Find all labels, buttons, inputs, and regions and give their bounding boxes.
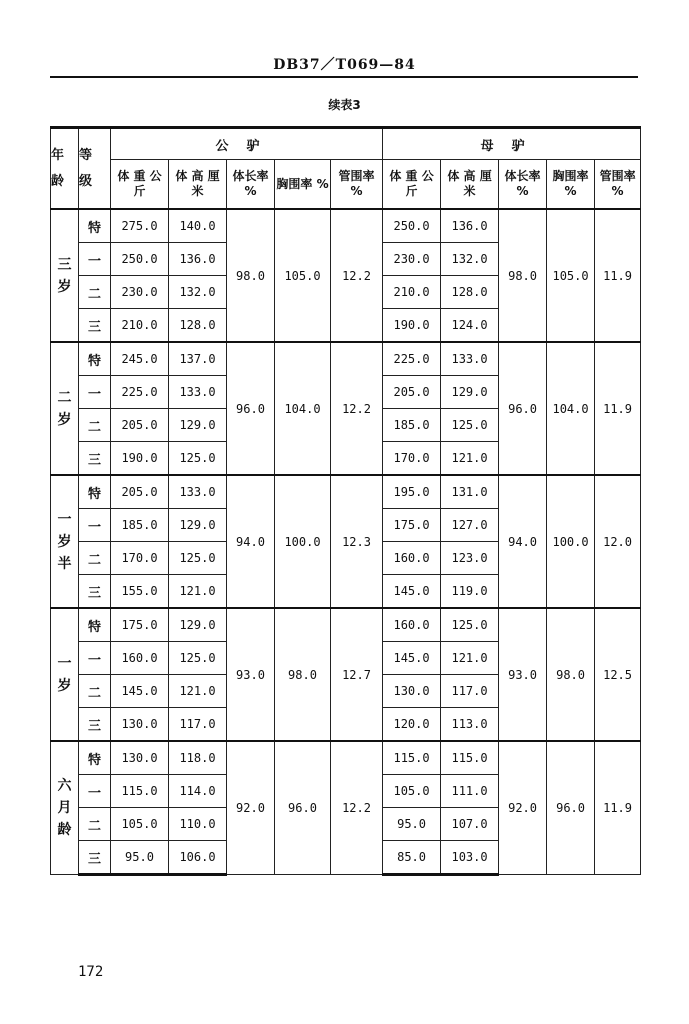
male-weight-cell: 155.0 — [111, 575, 169, 609]
grade-cell: 三 — [79, 841, 111, 875]
male-height-cell: 136.0 — [169, 243, 227, 276]
male-height-cell: 129.0 — [169, 509, 227, 542]
male-cannon-rate-header: 管围率 % — [331, 160, 383, 210]
female-body-length-rate-cell: 96.0 — [499, 342, 547, 475]
male-weight-cell: 160.0 — [111, 642, 169, 675]
male-chest-rate-cell: 100.0 — [275, 475, 331, 608]
male-weight-cell: 230.0 — [111, 276, 169, 309]
age-cell — [51, 209, 79, 342]
male-height-cell: 121.0 — [169, 575, 227, 609]
age-char: 岁 — [57, 411, 72, 428]
header-row-groups — [51, 128, 641, 160]
male-weight-cell: 225.0 — [111, 376, 169, 409]
female-body-length-rate-cell: 98.0 — [499, 209, 547, 342]
female-height-cell: 121.0 — [441, 642, 499, 675]
grade-cell: 三 — [79, 442, 111, 476]
female-cannon-rate-cell: 12.5 — [595, 608, 641, 741]
female-weight-cell: 85.0 — [383, 841, 441, 875]
female-weight-cell: 225.0 — [383, 342, 441, 376]
female-chest-rate-cell: 100.0 — [547, 475, 595, 608]
grade-cell: 一 — [79, 509, 111, 542]
male-height-cell: 106.0 — [169, 841, 227, 875]
female-chest-rate-header: 胸围率 % — [547, 160, 595, 210]
female-height-cell: 107.0 — [441, 808, 499, 841]
female-height-cell: 111.0 — [441, 775, 499, 808]
male-cannon-rate-cell: 12.3 — [331, 475, 383, 608]
female-weight-cell: 250.0 — [383, 209, 441, 243]
header-row-fields — [51, 160, 641, 210]
grade-cell: 二 — [79, 276, 111, 309]
male-cannon-rate-cell: 12.2 — [331, 209, 383, 342]
page-number: 172 — [78, 964, 104, 980]
table-row — [51, 209, 641, 243]
female-height-cell: 125.0 — [441, 608, 499, 642]
female-weight-cell: 145.0 — [383, 642, 441, 675]
male-height-cell: 133.0 — [169, 376, 227, 409]
grade-cell: 三 — [79, 309, 111, 343]
female-group-header: 母驴 — [383, 128, 641, 160]
male-height-cell: 129.0 — [169, 409, 227, 442]
age-char: 三 — [57, 256, 72, 273]
female-height-cell: 131.0 — [441, 475, 499, 509]
male-group-header: 公驴 — [111, 128, 383, 160]
female-cannon-rate-cell: 11.9 — [595, 342, 641, 475]
grade-cell: 一 — [79, 243, 111, 276]
male-cannon-rate-cell: 12.2 — [331, 342, 383, 475]
age-char: 岁 — [57, 278, 72, 295]
age-char: 一 — [57, 655, 72, 672]
male-body-length-rate-cell: 92.0 — [227, 741, 275, 875]
grade-column-header: 等 级 — [79, 128, 111, 210]
male-chest-rate-cell: 104.0 — [275, 342, 331, 475]
grade-cell: 特 — [79, 342, 111, 376]
female-chest-rate-cell: 98.0 — [547, 608, 595, 741]
female-height-cell: 123.0 — [441, 542, 499, 575]
male-body-length-rate-cell: 94.0 — [227, 475, 275, 608]
male-weight-cell: 175.0 — [111, 608, 169, 642]
female-weight-cell: 175.0 — [383, 509, 441, 542]
female-weight-cell: 230.0 — [383, 243, 441, 276]
grade-cell: 二 — [79, 808, 111, 841]
male-weight-cell: 115.0 — [111, 775, 169, 808]
age-column-header: 年 龄 — [51, 128, 79, 210]
male-weight-cell: 145.0 — [111, 675, 169, 708]
female-height-cell: 125.0 — [441, 409, 499, 442]
male-height-cell: 117.0 — [169, 708, 227, 742]
male-body-length-rate-cell: 98.0 — [227, 209, 275, 342]
male-height-cell: 125.0 — [169, 542, 227, 575]
female-height-cell: 129.0 — [441, 376, 499, 409]
female-weight-cell: 190.0 — [383, 309, 441, 343]
female-height-cell: 113.0 — [441, 708, 499, 742]
female-chest-rate-cell: 104.0 — [547, 342, 595, 475]
male-height-cell: 125.0 — [169, 642, 227, 675]
age-char: 半 — [57, 555, 72, 572]
male-height-cell: 133.0 — [169, 475, 227, 509]
male-height-cell: 128.0 — [169, 309, 227, 343]
male-weight-cell: 275.0 — [111, 209, 169, 243]
age-char: 龄 — [57, 822, 72, 838]
male-height-cell: 125.0 — [169, 442, 227, 476]
male-weight-cell: 210.0 — [111, 309, 169, 343]
male-height-cell: 118.0 — [169, 741, 227, 775]
age-char: 六 — [57, 778, 72, 794]
female-weight-cell: 195.0 — [383, 475, 441, 509]
male-height-cell: 132.0 — [169, 276, 227, 309]
standard-code: DB37／T069—84 — [273, 57, 416, 73]
female-chest-rate-cell: 96.0 — [547, 741, 595, 875]
female-height-cell: 133.0 — [441, 342, 499, 376]
table-row — [51, 608, 641, 642]
female-weight-cell: 115.0 — [383, 741, 441, 775]
female-weight-cell: 120.0 — [383, 708, 441, 742]
grade-cell: 二 — [79, 675, 111, 708]
male-body-length-rate-cell: 96.0 — [227, 342, 275, 475]
female-height-cell: 128.0 — [441, 276, 499, 309]
grade-cell: 特 — [79, 608, 111, 642]
age-cell — [51, 475, 79, 608]
grade-cell: 一 — [79, 775, 111, 808]
male-weight-header: 体 重 公 斤 — [111, 160, 169, 210]
female-weight-cell: 95.0 — [383, 808, 441, 841]
female-weight-cell: 105.0 — [383, 775, 441, 808]
female-height-cell: 115.0 — [441, 741, 499, 775]
female-weight-cell: 145.0 — [383, 575, 441, 609]
grade-cell: 特 — [79, 475, 111, 509]
female-weight-cell: 170.0 — [383, 442, 441, 476]
age-char: 一 — [57, 511, 72, 528]
female-weight-cell: 205.0 — [383, 376, 441, 409]
male-weight-cell: 130.0 — [111, 708, 169, 742]
table-row — [51, 342, 641, 376]
female-height-cell: 119.0 — [441, 575, 499, 609]
age-char: 月 — [57, 800, 72, 816]
grade-cell: 特 — [79, 741, 111, 775]
table-row — [51, 475, 641, 509]
age-char: 二 — [57, 389, 72, 406]
grade-cell: 一 — [79, 642, 111, 675]
female-cannon-rate-cell: 11.9 — [595, 741, 641, 875]
female-weight-cell: 210.0 — [383, 276, 441, 309]
female-body-length-rate-cell: 92.0 — [499, 741, 547, 875]
age-cell — [51, 741, 79, 875]
male-weight-cell: 250.0 — [111, 243, 169, 276]
male-height-cell: 121.0 — [169, 675, 227, 708]
male-weight-cell: 190.0 — [111, 442, 169, 476]
male-height-cell: 114.0 — [169, 775, 227, 808]
grade-cell: 三 — [79, 575, 111, 609]
female-height-cell: 117.0 — [441, 675, 499, 708]
female-body-length-rate-cell: 94.0 — [499, 475, 547, 608]
age-cell — [51, 608, 79, 741]
age-char: 岁 — [57, 677, 72, 694]
male-height-cell: 137.0 — [169, 342, 227, 376]
female-weight-cell: 160.0 — [383, 608, 441, 642]
male-weight-cell: 205.0 — [111, 475, 169, 509]
grade-cell: 三 — [79, 708, 111, 742]
male-height-header: 体 高 厘 米 — [169, 160, 227, 210]
female-height-cell: 127.0 — [441, 509, 499, 542]
female-cannon-rate-cell: 11.9 — [595, 209, 641, 342]
male-weight-cell: 170.0 — [111, 542, 169, 575]
female-height-header: 体 高 厘 米 — [441, 160, 499, 210]
male-height-cell: 110.0 — [169, 808, 227, 841]
female-height-cell: 103.0 — [441, 841, 499, 875]
table-row — [51, 741, 641, 775]
female-weight-header: 体 重 公 斤 — [383, 160, 441, 210]
male-height-cell: 140.0 — [169, 209, 227, 243]
female-height-cell: 136.0 — [441, 209, 499, 243]
grade-cell: 二 — [79, 409, 111, 442]
male-cannon-rate-cell: 12.2 — [331, 741, 383, 875]
male-chest-rate-header: 胸围率 % — [275, 160, 331, 210]
female-height-cell: 121.0 — [441, 442, 499, 476]
female-body-length-rate-cell: 93.0 — [499, 608, 547, 741]
male-height-cell: 129.0 — [169, 608, 227, 642]
male-weight-cell: 105.0 — [111, 808, 169, 841]
female-height-cell: 132.0 — [441, 243, 499, 276]
grade-cell: 一 — [79, 376, 111, 409]
female-weight-cell: 160.0 — [383, 542, 441, 575]
female-weight-cell: 130.0 — [383, 675, 441, 708]
female-body-length-rate-header: 体长率 % — [499, 160, 547, 210]
male-weight-cell: 245.0 — [111, 342, 169, 376]
female-height-cell: 124.0 — [441, 309, 499, 343]
male-weight-cell: 205.0 — [111, 409, 169, 442]
male-chest-rate-cell: 96.0 — [275, 741, 331, 875]
grading-table — [50, 126, 641, 876]
male-body-length-rate-header: 体长率 % — [227, 160, 275, 210]
male-weight-cell: 130.0 — [111, 741, 169, 775]
header-rule — [50, 76, 638, 78]
female-weight-cell: 185.0 — [383, 409, 441, 442]
male-chest-rate-cell: 105.0 — [275, 209, 331, 342]
table-body — [51, 209, 641, 875]
age-cell — [51, 342, 79, 475]
male-cannon-rate-cell: 12.7 — [331, 608, 383, 741]
age-char: 岁 — [57, 533, 72, 550]
male-body-length-rate-cell: 93.0 — [227, 608, 275, 741]
table-caption: 续表3 — [328, 98, 361, 112]
male-chest-rate-cell: 98.0 — [275, 608, 331, 741]
male-weight-cell: 185.0 — [111, 509, 169, 542]
grade-cell: 二 — [79, 542, 111, 575]
female-cannon-rate-header: 管围率 % — [595, 160, 641, 210]
male-weight-cell: 95.0 — [111, 841, 169, 875]
female-chest-rate-cell: 105.0 — [547, 209, 595, 342]
female-cannon-rate-cell: 12.0 — [595, 475, 641, 608]
grade-cell: 特 — [79, 209, 111, 243]
